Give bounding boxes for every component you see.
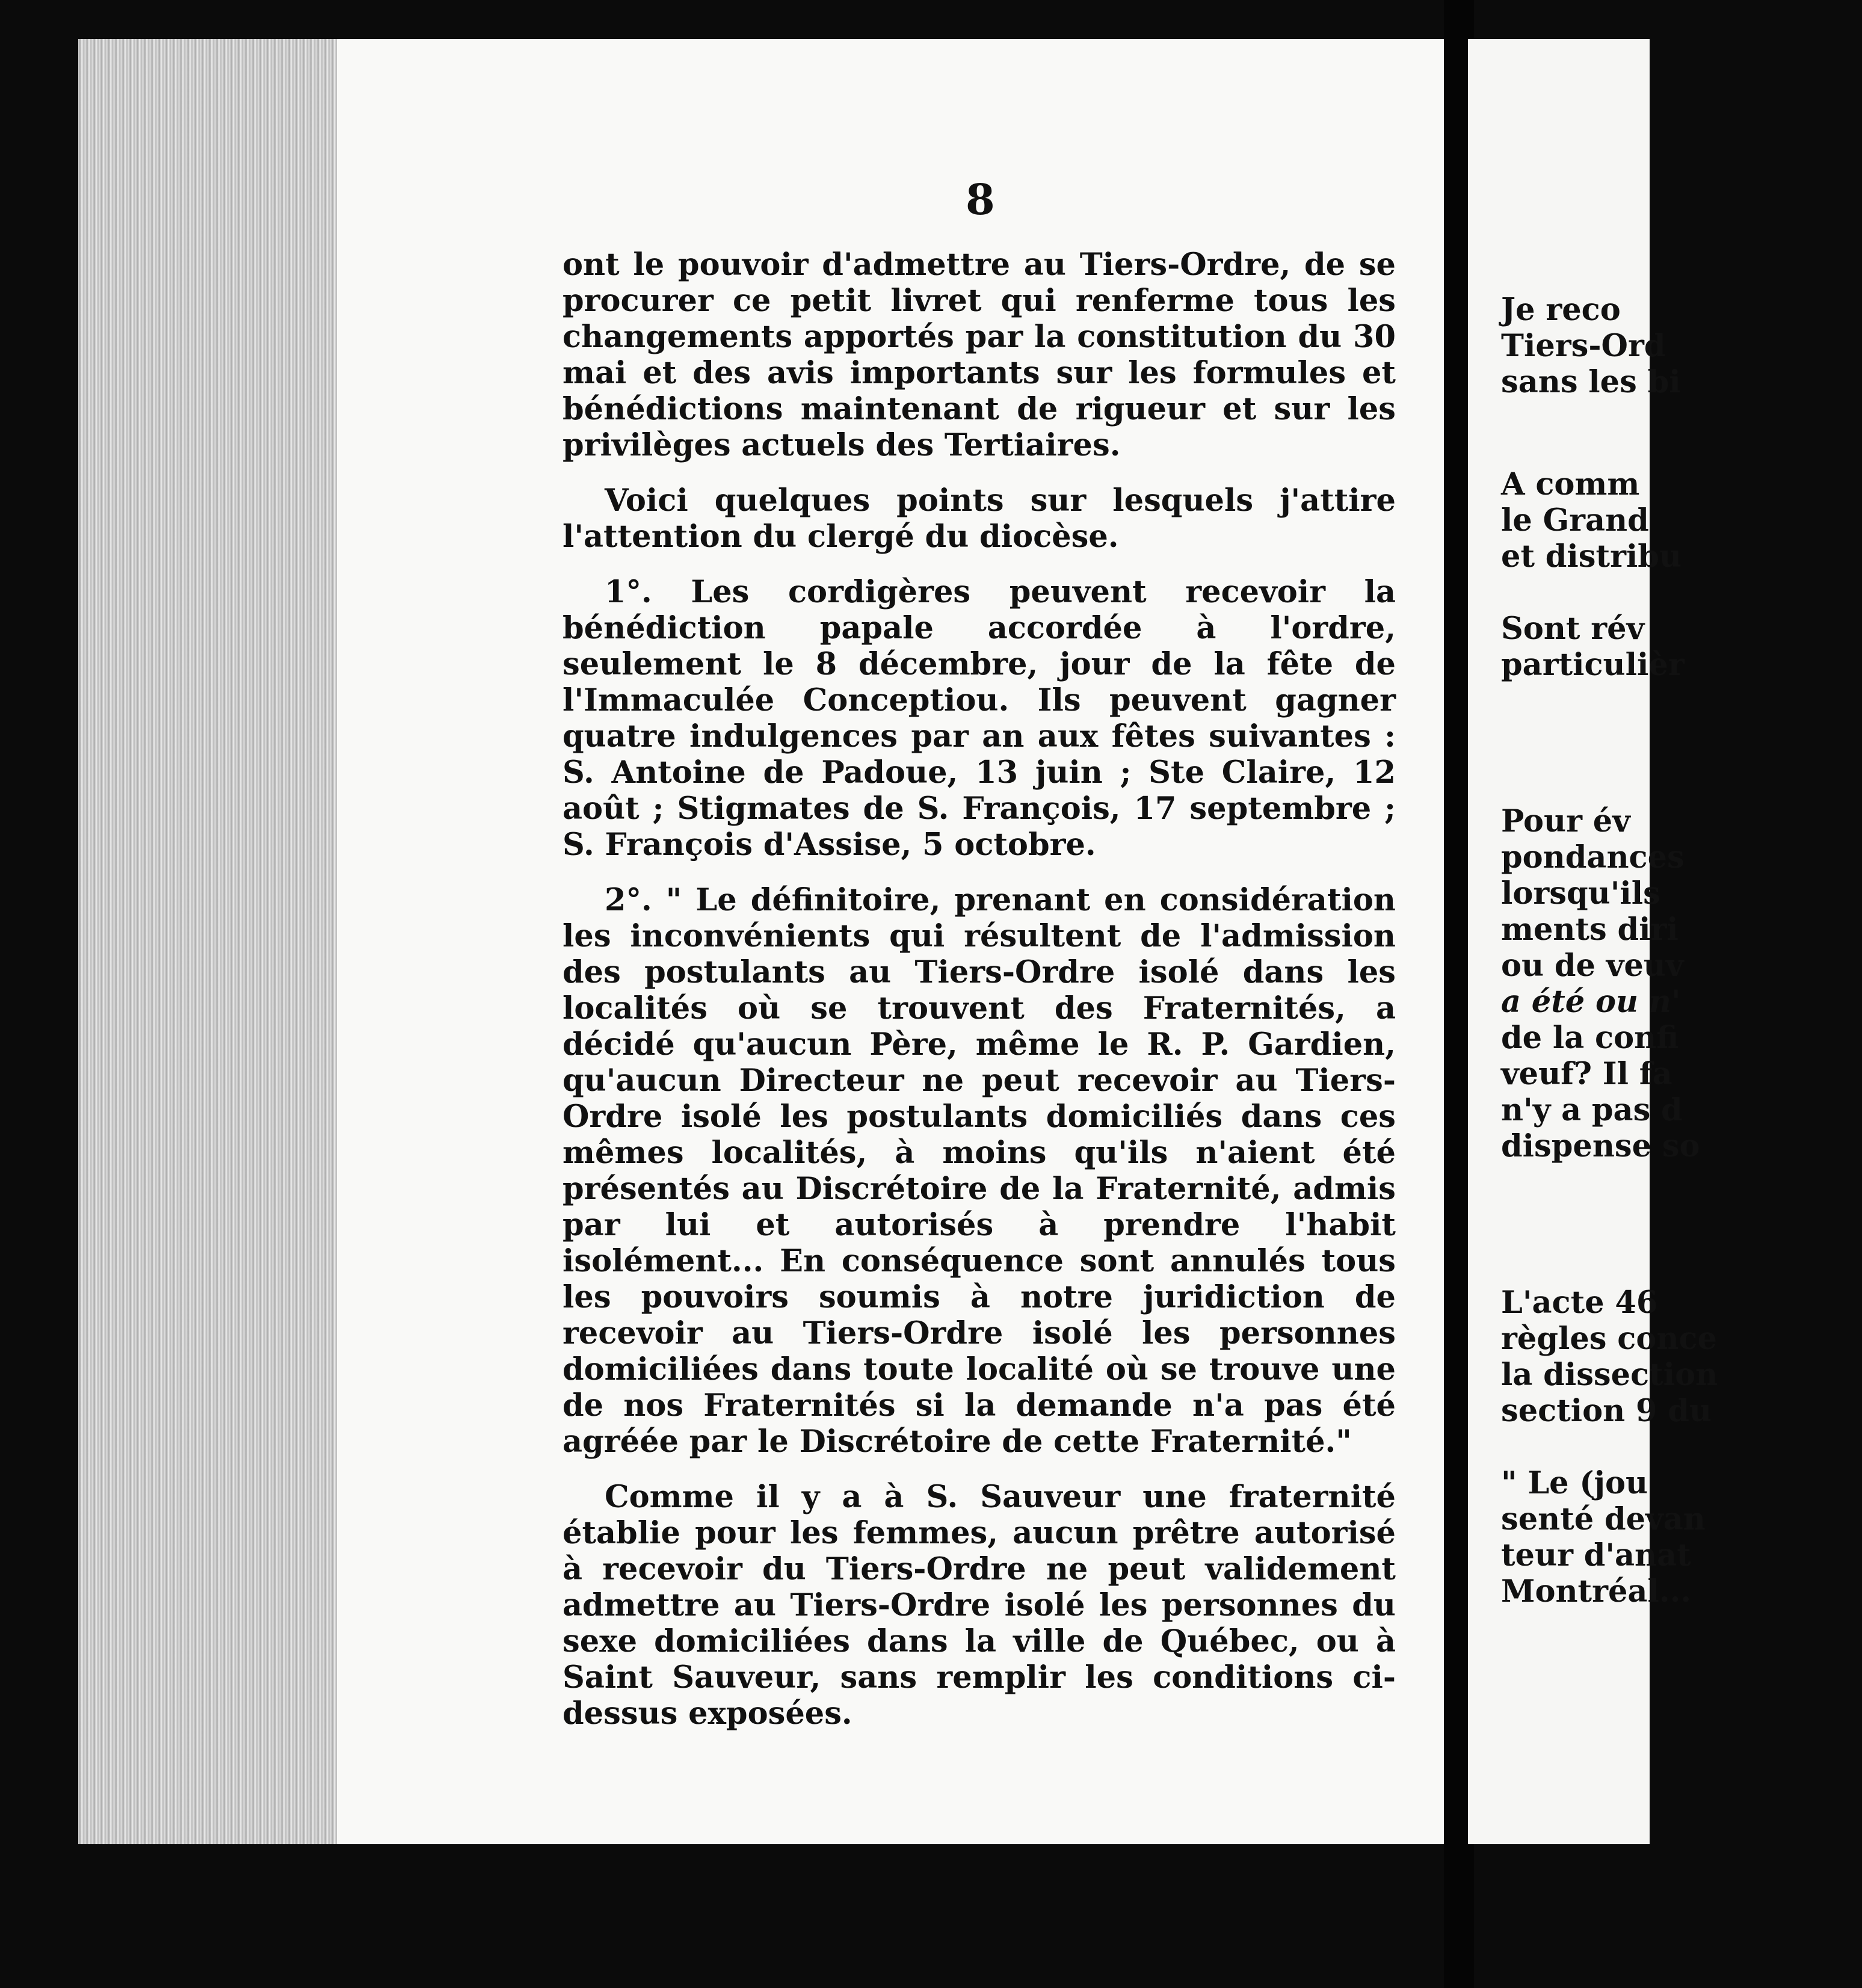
text-line: senté devan bbox=[1501, 1501, 1706, 1537]
text-line: teur d'anat bbox=[1501, 1537, 1691, 1573]
text-line: L'acte 46 bbox=[1501, 1285, 1658, 1321]
text-line: section 9 du bbox=[1501, 1393, 1712, 1429]
paragraph: Comme il y a à S. Sauveur une fraternité établie pour les femmes, aucun prêtre autorisé à recevoir du Tiers-Ordre ne peut validement admettre au Tiers-Ordre isolé les personnes du sexe domiciliées dans la ville de Québec, ou à Saint Sauveur, sans remplir les conditions ci-dessus exposées. bbox=[563, 1479, 1396, 1732]
text-line: A comm bbox=[1501, 466, 1640, 502]
paragraph: Voici quelques points sur lesquels j'attire l'attention du clergé du diocèse. bbox=[563, 483, 1396, 555]
left-page-text bbox=[563, 247, 1396, 1751]
page-number: 8 bbox=[966, 174, 995, 224]
page-edges bbox=[78, 39, 343, 1844]
text-line: " Le (jou bbox=[1501, 1465, 1648, 1501]
text-line: lorsqu'ils bbox=[1501, 875, 1660, 912]
text-line: n'y a pas d bbox=[1501, 1092, 1683, 1128]
text-line: Je reco bbox=[1501, 292, 1621, 328]
text-line: pondances bbox=[1501, 839, 1685, 875]
text-line: particulièr bbox=[1501, 647, 1685, 683]
text-line: Pour év bbox=[1501, 803, 1630, 839]
text-line: et distribu bbox=[1501, 539, 1682, 575]
text-line: Montréal... bbox=[1501, 1573, 1692, 1610]
text-line: ments diri bbox=[1501, 912, 1679, 948]
text-line: la dissection bbox=[1501, 1357, 1718, 1393]
text-line: a été ou n' bbox=[1501, 984, 1681, 1020]
paragraph: 2°. " Le définitoire, prenant en considération les inconvénients qui résultent de l'admission des postulants au Tiers-Ordre isolé dans les localités où se trouvent des Fraternités, a décidé qu'aucun Père, même le R. P. Gardien, qu'aucun Directeur ne peut recevoir au Tiers-Ordre isolé les postulants domiciliés dans ces mêmes localités, à moins qu'ils n'aient été présentés au Discrétoire de la Fraternité, admis par lui et autorisés à prendre l'habit isolément... En conséquence sont annulés tous les pouvoirs soumis à notre juridiction de recevoir au Tiers-Ordre isolé les personnes domiciliées dans toute localité où se trouve une de nos Fraternités si la demande n'a pas été agréée par le Discrétoire de cette Fraternité." bbox=[563, 882, 1396, 1460]
text-line: de la confi bbox=[1501, 1020, 1679, 1056]
paragraph: 1°. Les cordigères peuvent recevoir la bénédiction papale accordée à l'ordre, seulement le 8 décembre, jour de la fête de l'Immaculée Conceptiou. Ils peuvent gagner quatre indulgences par an aux fêtes suivantes : S. Antoine de Padoue, 13 juin ; Ste Claire, 12 août ; Stigmates de S. François, 17 septembre ; S. François d'Assise, 5 octobre. bbox=[563, 574, 1396, 863]
paragraph: ont le pouvoir d'admettre au Tiers-Ordre, de se procurer ce petit livret qui renferme tous les changements apportés par la constitution du 30 mai et des avis importants sur les formules et bénédictions maintenant de rigueur et sur les privilèges actuels des Tertiaires. bbox=[563, 247, 1396, 463]
text-line: dispense so bbox=[1501, 1128, 1700, 1164]
text-line: le Grand bbox=[1501, 502, 1649, 539]
text-line: veuf? Il fa bbox=[1501, 1056, 1672, 1092]
text-line: Tiers-Ord bbox=[1501, 328, 1666, 364]
text-line: ou de veuv bbox=[1501, 948, 1684, 984]
right-page-text bbox=[1501, 292, 1862, 1610]
text-line: règles conce bbox=[1501, 1321, 1717, 1357]
text-line: sans les bi bbox=[1501, 364, 1681, 400]
text-line: Sont rév bbox=[1501, 611, 1645, 647]
